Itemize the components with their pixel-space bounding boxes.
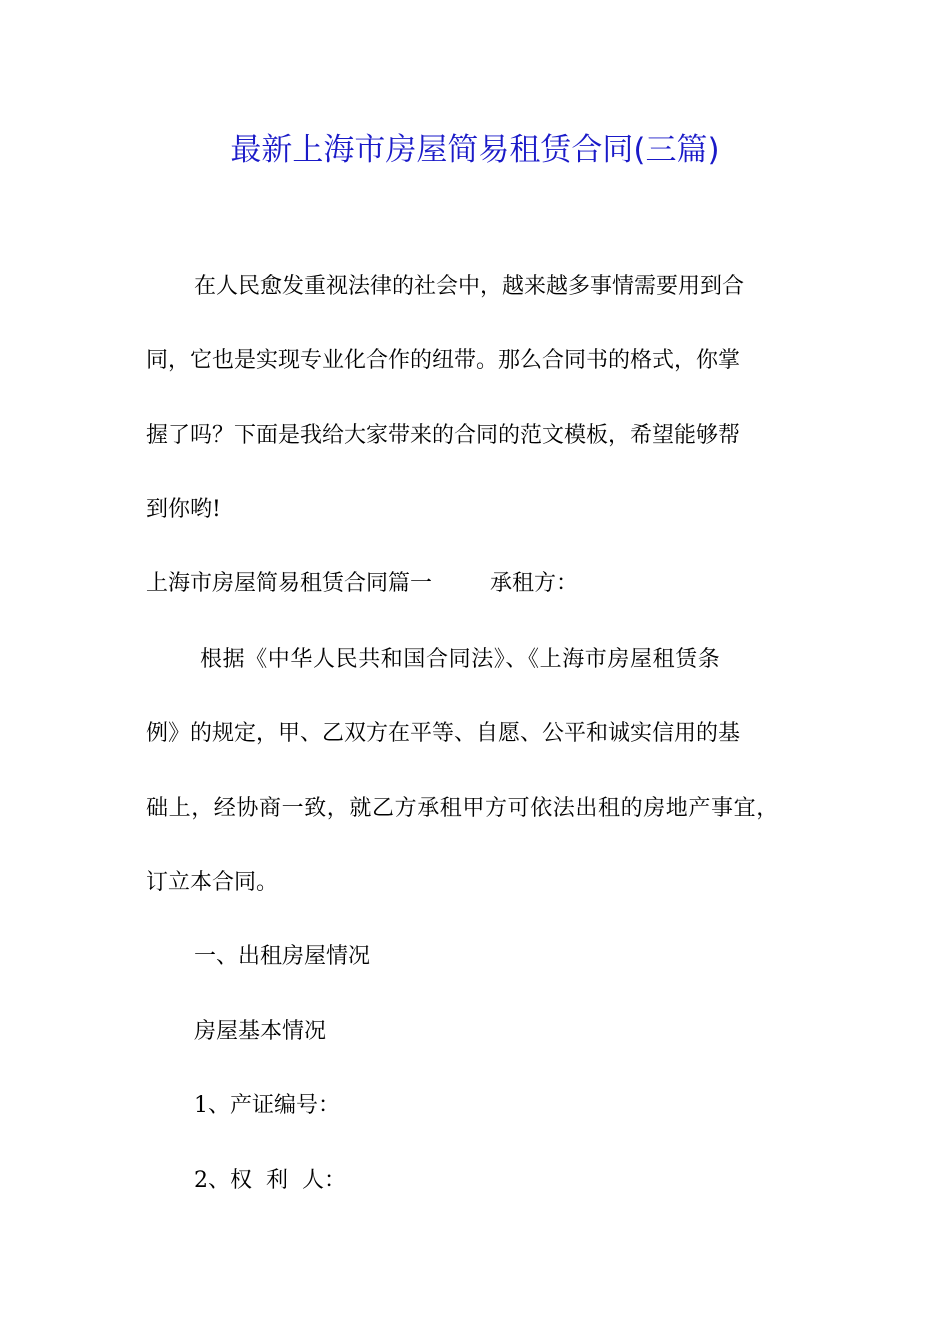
item-certificate-number: 1、产证编号： bbox=[194, 1093, 340, 1118]
intro-line-3: 握了吗？下面是我给大家带来的合同的范文模板，希望能够帮 bbox=[146, 423, 741, 448]
part-one-heading: 一、出租房屋情况 bbox=[194, 944, 371, 969]
clause-line-4: 订立本合同。 bbox=[146, 870, 279, 895]
basic-info-label: 房屋基本情况 bbox=[194, 1019, 327, 1044]
intro-line-1: 在人民愈发重视法律的社会中，越来越多事情需要用到合 bbox=[194, 274, 745, 299]
clause-line-3: 础上，经协商一致，就乙方承租甲方可依法出租的房地产事宜， bbox=[146, 796, 779, 821]
item-right-holder: 2、权 利 人： bbox=[194, 1168, 346, 1193]
clause-line-1: 根据《中华人民共和国合同法》、《上海市房屋租赁条 bbox=[200, 647, 721, 672]
section-heading-line bbox=[146, 569, 578, 599]
intro-line-2: 同，它也是实现专业化合作的纽带。那么合同书的格式，你掌 bbox=[146, 348, 741, 373]
intro-line-4: 到你哟! bbox=[146, 497, 221, 522]
clause-line-2: 例》的规定，甲、乙双方在平等、自愿、公平和诚实信用的基 bbox=[146, 721, 741, 746]
lessee-label: 承租方： bbox=[490, 571, 579, 596]
document-title: 最新上海市房屋简易租赁合同(三篇) bbox=[230, 132, 720, 168]
section-heading: 上海市房屋简易租赁合同篇一 bbox=[146, 571, 433, 596]
